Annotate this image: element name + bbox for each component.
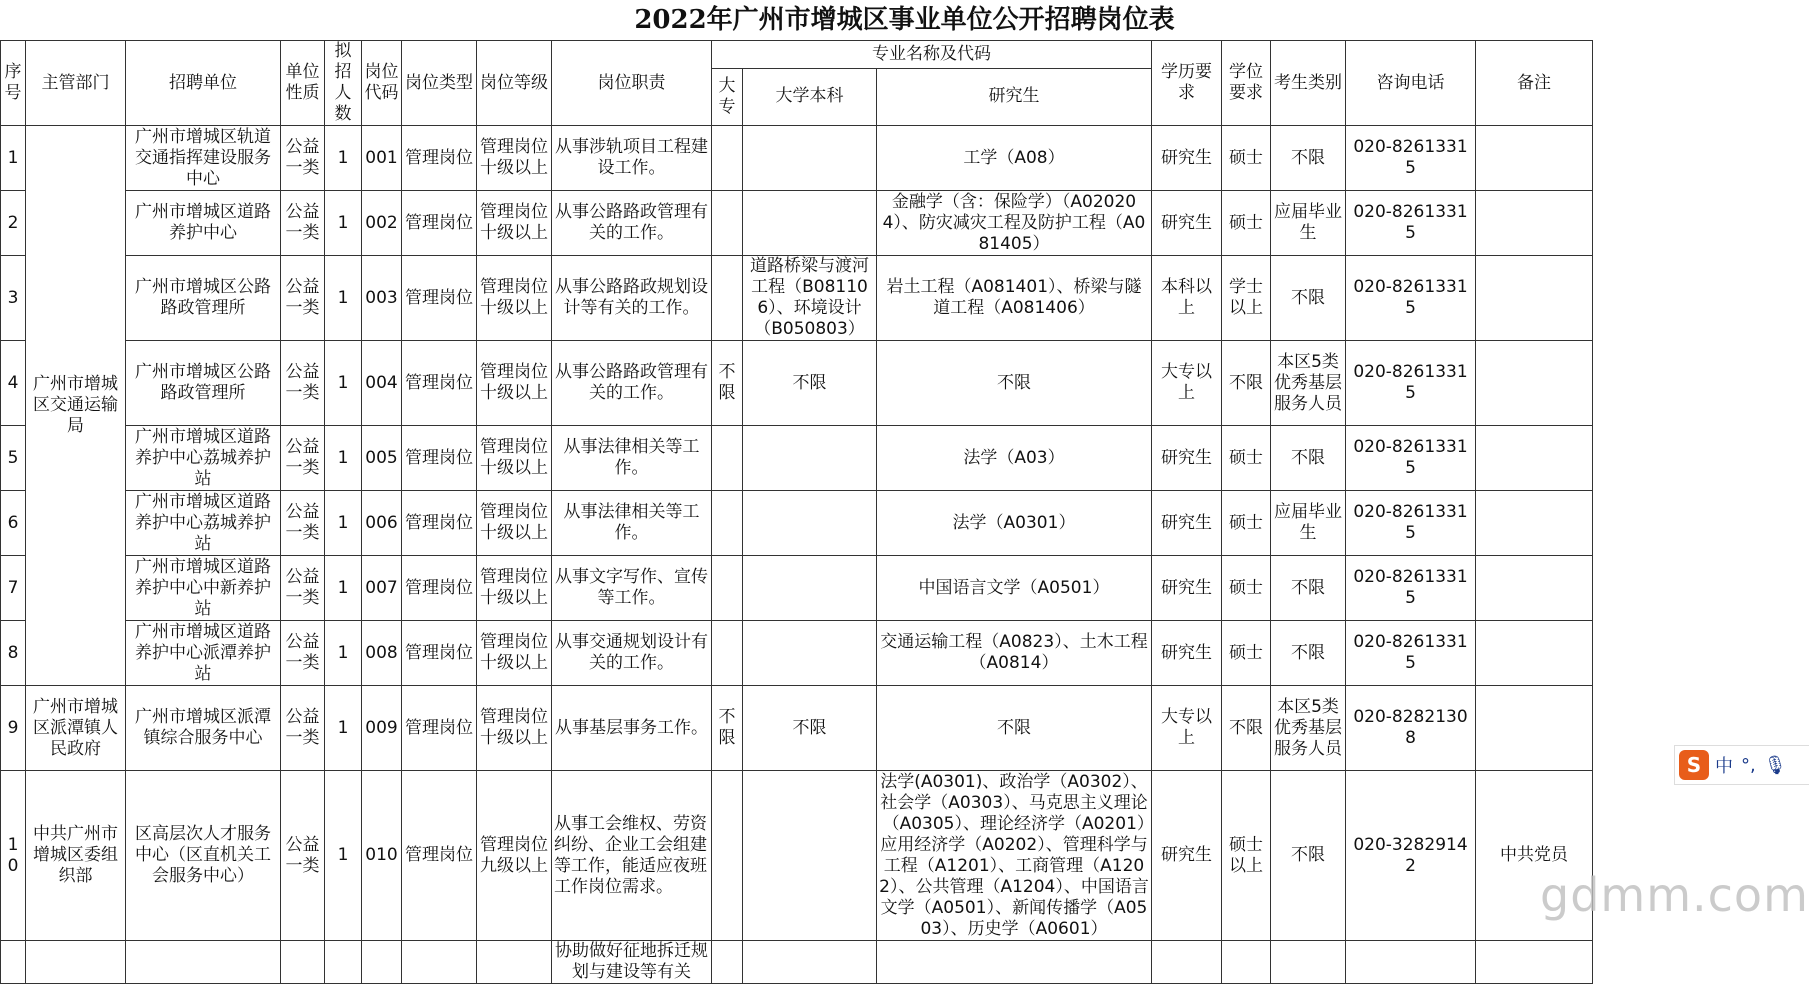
header-graduate: 研究生 xyxy=(877,68,1152,125)
cell-bachelor xyxy=(743,426,877,491)
cell-phone: 020-82613315 xyxy=(1346,256,1476,341)
cell-level: 管理岗位十级以上 xyxy=(477,126,552,191)
microphone-icon[interactable]: 🎙 xyxy=(1763,754,1787,776)
cell-phone: 020-82613315 xyxy=(1346,556,1476,621)
cell-bachelor xyxy=(743,191,877,256)
header-count: 拟招人数 xyxy=(325,41,362,126)
cell-graduate: 岩土工程（A081401）、桥梁与隧道工程（A081406） xyxy=(877,256,1152,341)
cell-level: 管理岗位九级以上 xyxy=(477,771,552,941)
cell-bachelor xyxy=(743,491,877,556)
cell-graduate: 不限 xyxy=(877,686,1152,771)
cell-duty: 从事公路路政规划设计等有关的工作。 xyxy=(552,256,712,341)
page-title: 2022年广州市增城区事业单位公开招聘岗位表 xyxy=(634,5,1175,35)
cell-edu: 研究生 xyxy=(1152,771,1222,941)
table-row xyxy=(1,191,1593,256)
cell-unit: 广州市增城区轨道交通指挥建设服务中心 xyxy=(126,126,281,191)
cell-unit: 广州市增城区道路养护中心派潭养护站 xyxy=(126,621,281,686)
cell-duty: 从事公路路政管理有关的工作。 xyxy=(552,191,712,256)
cell-dept: 广州市增城区派潭镇人民政府 xyxy=(26,686,126,771)
cell-duty: 从事基层事务工作。 xyxy=(552,686,712,771)
cell-empty xyxy=(1476,941,1593,984)
cell-type: 管理岗位 xyxy=(402,686,477,771)
cell-count: 1 xyxy=(325,771,362,941)
cell-type: 管理岗位 xyxy=(402,771,477,941)
cell-degree: 不限 xyxy=(1222,341,1271,426)
table-row xyxy=(1,126,1593,191)
cell-nature: 公益一类 xyxy=(281,191,325,256)
header-bachelor: 大学本科 xyxy=(743,68,877,125)
watermark: gdmm.com xyxy=(1540,868,1809,922)
cell-category: 不限 xyxy=(1271,771,1346,941)
cell-edu: 研究生 xyxy=(1152,426,1222,491)
cell-category: 不限 xyxy=(1271,126,1346,191)
cell-bachelor xyxy=(743,126,877,191)
cell-count: 1 xyxy=(325,491,362,556)
cell-junior xyxy=(712,256,743,341)
cell-level: 管理岗位十级以上 xyxy=(477,426,552,491)
cell-empty xyxy=(26,941,126,984)
cell-edu: 研究生 xyxy=(1152,621,1222,686)
cell-duty: 从事公路路政管理有关的工作。 xyxy=(552,341,712,426)
table-row xyxy=(1,256,1593,341)
cell-type: 管理岗位 xyxy=(402,621,477,686)
cell-empty xyxy=(1271,941,1346,984)
cell-seq: 2 xyxy=(1,191,26,256)
cell-note xyxy=(1476,686,1593,771)
header-note: 备注 xyxy=(1476,41,1593,126)
cell-count: 1 xyxy=(325,686,362,771)
cell-bachelor: 不限 xyxy=(743,686,877,771)
cell-empty xyxy=(477,941,552,984)
cell-seq: 8 xyxy=(1,621,26,686)
cell-empty xyxy=(743,941,877,984)
ime-language-toggle[interactable]: 中 xyxy=(1715,756,1733,777)
cell-phone: 020-82613315 xyxy=(1346,491,1476,556)
cell-nature: 公益一类 xyxy=(281,556,325,621)
cell-edu: 本科以上 xyxy=(1152,256,1222,341)
cell-empty xyxy=(712,941,743,984)
cell-level: 管理岗位十级以上 xyxy=(477,621,552,686)
header-level: 岗位等级 xyxy=(477,41,552,126)
cell-nature: 公益一类 xyxy=(281,426,325,491)
cell-degree: 硕士以上 xyxy=(1222,771,1271,941)
cell-graduate: 金融学（含：保险学）（A020204）、防灾减灾工程及防护工程（A081405） xyxy=(877,191,1152,256)
cell-note xyxy=(1476,191,1593,256)
cell-code: 007 xyxy=(362,556,402,621)
cell-seq: 1 xyxy=(1,126,26,191)
cell-nature: 公益一类 xyxy=(281,256,325,341)
cell-unit: 广州市增城区道路养护中心荔城养护站 xyxy=(126,426,281,491)
cell-degree: 硕士 xyxy=(1222,426,1271,491)
cell-type: 管理岗位 xyxy=(402,191,477,256)
cell-count: 1 xyxy=(325,341,362,426)
cell-junior xyxy=(712,191,743,256)
cell-dept: 广州市增城区交通运输局 xyxy=(26,126,126,686)
cell-category: 不限 xyxy=(1271,426,1346,491)
cell-graduate: 法学（A0301） xyxy=(877,491,1152,556)
cell-note xyxy=(1476,556,1593,621)
cell-degree: 硕士 xyxy=(1222,556,1271,621)
cell-note xyxy=(1476,426,1593,491)
sogou-logo-icon[interactable]: S xyxy=(1679,750,1709,780)
cell-type: 管理岗位 xyxy=(402,126,477,191)
cell-graduate: 中国语言文学（A0501） xyxy=(877,556,1152,621)
table-row xyxy=(1,621,1593,686)
cell-code: 004 xyxy=(362,341,402,426)
cell-level: 管理岗位十级以上 xyxy=(477,686,552,771)
cell-graduate: 交通运输工程（A0823）、土木工程（A0814） xyxy=(877,621,1152,686)
cell-category: 本区5类优秀基层服务人员 xyxy=(1271,341,1346,426)
cell-code: 005 xyxy=(362,426,402,491)
cell-note xyxy=(1476,256,1593,341)
cell-empty xyxy=(1,941,26,984)
cell-note xyxy=(1476,126,1593,191)
cell-degree: 硕士 xyxy=(1222,491,1271,556)
header-category: 考生类别 xyxy=(1271,41,1346,126)
header-code: 岗位代码 xyxy=(362,41,402,126)
cell-empty xyxy=(877,941,1152,984)
cell-level: 管理岗位十级以上 xyxy=(477,191,552,256)
cell-note: 中共党员 xyxy=(1476,771,1593,941)
cell-empty xyxy=(126,941,281,984)
header-degree: 学位要求 xyxy=(1222,41,1271,126)
cell-junior xyxy=(712,771,743,941)
cell-empty xyxy=(1222,941,1271,984)
cell-bachelor xyxy=(743,771,877,941)
cell-unit: 广州市增城区派潭镇综合服务中心 xyxy=(126,686,281,771)
cell-nature: 公益一类 xyxy=(281,491,325,556)
cell-edu: 大专以上 xyxy=(1152,686,1222,771)
cell-duty: 从事涉轨项目工程建设工作。 xyxy=(552,126,712,191)
cell-edu: 研究生 xyxy=(1152,556,1222,621)
cell-type: 管理岗位 xyxy=(402,426,477,491)
cell-category: 不限 xyxy=(1271,621,1346,686)
cell-count: 1 xyxy=(325,621,362,686)
cell-phone: 020-82821308 xyxy=(1346,686,1476,771)
cell-degree: 学士以上 xyxy=(1222,256,1271,341)
cell-phone: 020-32829142 xyxy=(1346,771,1476,941)
cell-phone: 020-82613315 xyxy=(1346,191,1476,256)
cell-seq: 3 xyxy=(1,256,26,341)
cell-unit: 广州市增城区道路养护中心 xyxy=(126,191,281,256)
cell-type: 管理岗位 xyxy=(402,256,477,341)
cell-edu: 大专以上 xyxy=(1152,341,1222,426)
cell-bachelor: 不限 xyxy=(743,341,877,426)
table-row-partial xyxy=(1,941,1593,984)
cell-category: 应届毕业生 xyxy=(1271,491,1346,556)
cell-graduate: 工学（A08） xyxy=(877,126,1152,191)
cell-code: 001 xyxy=(362,126,402,191)
cell-nature: 公益一类 xyxy=(281,686,325,771)
cell-seq: 9 xyxy=(1,686,26,771)
header-dept: 主管部门 xyxy=(26,41,126,126)
table-body xyxy=(1,126,1593,984)
cell-unit: 广州市增城区道路养护中心荔城养护站 xyxy=(126,491,281,556)
ime-punctuation-toggle[interactable]: °, xyxy=(1741,754,1756,776)
cell-empty xyxy=(281,941,325,984)
cell-level: 管理岗位十级以上 xyxy=(477,256,552,341)
cell-empty xyxy=(362,941,402,984)
cell-junior xyxy=(712,126,743,191)
header-seq: 序号 xyxy=(1,41,26,126)
cell-count: 1 xyxy=(325,556,362,621)
cell-phone: 020-82613315 xyxy=(1346,126,1476,191)
cell-duty: 从事法律相关等工作。 xyxy=(552,426,712,491)
cell-unit: 广州市增城区公路路政管理所 xyxy=(126,256,281,341)
cell-code: 008 xyxy=(362,621,402,686)
cell-duty: 协助做好征地拆迁规划与建设等有关 xyxy=(552,941,712,984)
table-row xyxy=(1,686,1593,771)
cell-count: 1 xyxy=(325,256,362,341)
cell-count: 1 xyxy=(325,426,362,491)
cell-degree: 硕士 xyxy=(1222,191,1271,256)
cell-note xyxy=(1476,341,1593,426)
cell-edu: 研究生 xyxy=(1152,491,1222,556)
cell-duty: 从事法律相关等工作。 xyxy=(552,491,712,556)
cell-graduate: 不限 xyxy=(877,341,1152,426)
cell-unit: 区高层次人才服务中心（区直机关工会服务中心） xyxy=(126,771,281,941)
cell-empty xyxy=(325,941,362,984)
cell-nature: 公益一类 xyxy=(281,771,325,941)
cell-edu: 研究生 xyxy=(1152,191,1222,256)
cell-type: 管理岗位 xyxy=(402,556,477,621)
cell-bachelor xyxy=(743,556,877,621)
cell-note xyxy=(1476,491,1593,556)
cell-seq: 5 xyxy=(1,426,26,491)
table-row xyxy=(1,426,1593,491)
cell-level: 管理岗位十级以上 xyxy=(477,556,552,621)
header-phone: 咨询电话 xyxy=(1346,41,1476,126)
cell-junior xyxy=(712,491,743,556)
cell-duty: 从事文字写作、宣传等工作。 xyxy=(552,556,712,621)
cell-category: 应届毕业生 xyxy=(1271,191,1346,256)
cell-duty: 从事交通规划设计有关的工作。 xyxy=(552,621,712,686)
header-nature: 单位性质 xyxy=(281,41,325,126)
cell-seq: 10 xyxy=(1,771,26,941)
header-type: 岗位类型 xyxy=(402,41,477,126)
cell-junior xyxy=(712,426,743,491)
cell-seq: 6 xyxy=(1,491,26,556)
header-junior: 大专 xyxy=(712,68,743,125)
cell-nature: 公益一类 xyxy=(281,341,325,426)
cell-category: 不限 xyxy=(1271,556,1346,621)
cell-degree: 硕士 xyxy=(1222,126,1271,191)
cell-seq: 7 xyxy=(1,556,26,621)
cell-count: 1 xyxy=(325,126,362,191)
cell-dept: 中共广州市增城区委组织部 xyxy=(26,771,126,941)
cell-junior xyxy=(712,556,743,621)
cell-count: 1 xyxy=(325,191,362,256)
cell-phone: 020-82613315 xyxy=(1346,621,1476,686)
cell-phone: 020-82613315 xyxy=(1346,426,1476,491)
cell-code: 006 xyxy=(362,491,402,556)
recruitment-table xyxy=(0,40,1593,984)
cell-junior: 不限 xyxy=(712,341,743,426)
table-row xyxy=(1,771,1593,941)
table-row xyxy=(1,491,1593,556)
cell-level: 管理岗位十级以上 xyxy=(477,491,552,556)
cell-duty: 从事工会维权、劳资纠纷、企业工会组建等工作，能适应夜班工作岗位需求。 xyxy=(552,771,712,941)
cell-note xyxy=(1476,621,1593,686)
cell-phone: 020-82613315 xyxy=(1346,341,1476,426)
cell-unit: 广州市增城区公路路政管理所 xyxy=(126,341,281,426)
cell-code: 010 xyxy=(362,771,402,941)
cell-unit: 广州市增城区道路养护中心中新养护站 xyxy=(126,556,281,621)
cell-edu: 研究生 xyxy=(1152,126,1222,191)
cell-bachelor xyxy=(743,621,877,686)
cell-category: 本区5类优秀基层服务人员 xyxy=(1271,686,1346,771)
cell-empty xyxy=(402,941,477,984)
cell-junior xyxy=(712,621,743,686)
cell-nature: 公益一类 xyxy=(281,126,325,191)
cell-level: 管理岗位十级以上 xyxy=(477,341,552,426)
cell-empty xyxy=(1152,941,1222,984)
cell-empty xyxy=(1346,941,1476,984)
table-row xyxy=(1,556,1593,621)
cell-type: 管理岗位 xyxy=(402,341,477,426)
cell-junior: 不限 xyxy=(712,686,743,771)
header-duty: 岗位职责 xyxy=(552,41,712,126)
cell-graduate: 法学(A0301)、政治学（A0302）、社会学（A0303）、马克思主义理论（A0305）、理论经济学（A0201）应用经济学（A0202）、管理科学与工程（A1201）、工商管理（A1202）、公共管理（A1204）、中国语言文学（A0501）、新闻传播学（A0503）、历史学（A0601） xyxy=(877,771,1152,941)
cell-code: 003 xyxy=(362,256,402,341)
cell-category: 不限 xyxy=(1271,256,1346,341)
cell-degree: 硕士 xyxy=(1222,621,1271,686)
cell-degree: 不限 xyxy=(1222,686,1271,771)
cell-graduate: 法学（A03） xyxy=(877,426,1152,491)
cell-bachelor: 道路桥梁与渡河工程（B081106）、环境设计（B050803） xyxy=(743,256,877,341)
header-major-group: 专业名称及代码 xyxy=(712,41,1152,69)
table-row xyxy=(1,341,1593,426)
cell-seq: 4 xyxy=(1,341,26,426)
cell-code: 009 xyxy=(362,686,402,771)
header-unit: 招聘单位 xyxy=(126,41,281,126)
ime-toolbar[interactable] xyxy=(1674,745,1809,785)
cell-code: 002 xyxy=(362,191,402,256)
cell-nature: 公益一类 xyxy=(281,621,325,686)
header-edu: 学历要求 xyxy=(1152,41,1222,126)
cell-type: 管理岗位 xyxy=(402,491,477,556)
